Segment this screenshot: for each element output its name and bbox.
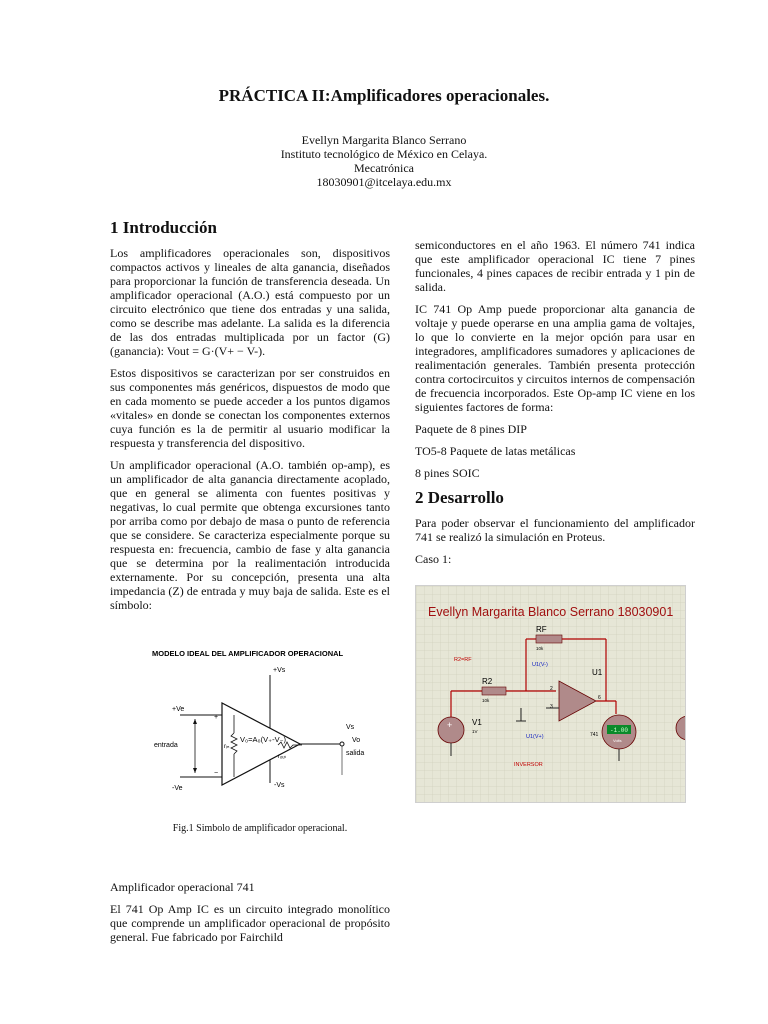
fig1-title: MODELO IDEAL DEL AMPLIFICADOR OPERACIONAL [152, 649, 344, 658]
author-block [0, 133, 768, 189]
probe-u1-vminus: U1(V-) [532, 662, 548, 668]
voltmeter-units: Volts [613, 738, 622, 743]
vs-plus-label: +Vs [273, 667, 286, 674]
ve-minus-label: -Ve [172, 785, 183, 792]
author-department: Mecatrónica [354, 161, 414, 175]
schematic-title: Evellyn Margarita Blanco Serrano 18030901 [428, 605, 674, 619]
rf-value: 10k [536, 646, 544, 651]
rout-label: rₒᵤₜ [278, 754, 287, 760]
section-subtitle-741: Amplificador operacional 741 [110, 880, 255, 894]
fig1-caption: Fig.1 Simbolo de amplificador operacional. [172, 823, 348, 834]
author-institution: Instituto tecnológico de México en Celaya. [280, 147, 488, 161]
v1-label: V1 [472, 718, 482, 727]
vs-minus-label: -Vs [274, 782, 285, 789]
pin-2: 2 [550, 686, 553, 692]
v1-plus: + [447, 720, 453, 730]
form-factor-to5: TO5-8 Paquete de latas metálicas [415, 444, 576, 458]
entrada-label: entrada [154, 742, 178, 749]
minus-sign: − [214, 770, 219, 777]
inversor-label: INVERSOR [514, 762, 543, 768]
author-name: Evellyn Margarita Blanco Serrano [301, 133, 467, 147]
rf-resistor [536, 635, 562, 643]
probe-u1-vplus: U1(V+) [526, 734, 544, 740]
form-factor-dip: Paquete de 8 pines DIP [415, 422, 527, 436]
v1-value: 1V [472, 729, 478, 734]
right-paragraph-2: IC 741 Op Amp puede proporcionar alta ganancia de voltaje y puede operarse en una amplia gama de voltajes, lo que lo convierte en la mejor opción para usar en integradores, amplificadores sumadores y aplicaciones de realimentación generales. También presenta protección contra cortocircuitos y circuitos internos de compensación de frecuencia incorporados. Este Op-amp IC viene en los siguientes factores de forma: [415, 302, 695, 414]
section-heading-desarrollo: 2 Desarrollo [415, 488, 504, 507]
voltmeter-reading: -1.00 [610, 727, 629, 734]
section-heading-introduccion: 1 Introducción [110, 218, 217, 237]
u1-label: U1 [592, 668, 603, 677]
salida-label: salida [346, 750, 365, 757]
ve-plus-label: +Ve [172, 706, 185, 713]
proteus-simulation-figure [415, 585, 686, 803]
op-amp-ideal-model-figure [150, 645, 380, 805]
pin-3: 3 [550, 704, 553, 710]
author-email: 18030901@itcelaya.edu.mx [316, 175, 452, 189]
page-title: PRÁCTICA II:Amplificadores operacionales. [218, 86, 550, 105]
r2-resistor [482, 687, 506, 695]
entrada-arrow-up [193, 719, 197, 724]
gain-formula: V₀=A₀(V₊-V₋) [240, 735, 287, 744]
intro-paragraph-1: Los amplificadores operacionales son, dispositivos compactos activos y lineales de alta ganancia, diseñados para proporcionar la función de transferencia deseada. Un amplificador operacional (A.O.) está compuesto por un circuito electrónico que tiene dos entradas y una salida, como se describe mas adelante. La salida es la diferencia de las dos entradas multiplicada por un factor (G) (ganancia): Vout = G·(V+ − V-). [110, 246, 390, 358]
desarrollo-paragraph: Para poder observar el funcionamiento del amplificador 741 se realizó la simulación en Proteus. [415, 516, 695, 544]
rin-resistor [231, 733, 237, 754]
pin-6: 6 [598, 695, 601, 701]
r2-label: R2 [482, 677, 493, 686]
vo-label: Vo [352, 737, 361, 744]
plus-sign: + [214, 714, 219, 721]
intro-paragraph-741: El 741 Op Amp IC es un circuito integrado monolítico que comprende un amplificador operacional de propósito general. Fue fabricado por Fairchild [110, 902, 390, 944]
right-paragraph-1: semiconductores en el año 1963. El número 741 indica que este amplificador operacional IC tiene 7 pines funcionales, 4 pines capaces de recibir entrada y 1 pin de salida. [415, 238, 695, 294]
intro-paragraph-3: Un amplificador operacional (A.O. también op-amp), es un amplificador de alta ganancia directamente acoplado, que en general se alimenta con fuentes positivas y negativas, lo cual permite que obtenga excursiones tanto por arriba como por debajo de masa o punto de referencia que se considere. Se caracteriza especialmente porque su respuesta en: frecuencia, cambio de fase y alta ganancia que se determina por la realimentación introducida externamente. Por su concepción, presenta una alta impedancia (Z) de entrada y muy baja de salida. Este es el símbolo: [110, 458, 390, 612]
form-factor-soic: 8 pines SOIC [415, 466, 480, 480]
ic-741-label: 741 [590, 732, 599, 738]
right-column [415, 238, 695, 574]
intro-paragraph-2: Estos dispositivos se caracterizan por ser construidos en sus componentes más genéricos, dispuestos de modo que en cada momento se puede acceder a los puntos digamos «vitales» en donde se conectan los componentes externos cuya función es la de permitir al usuario modificar la respuesta y transferencia del dispositivo. [110, 366, 390, 450]
rin-label: rᵢₙ [224, 744, 230, 750]
entrada-arrow-down [193, 768, 197, 773]
r2-value: 10k [482, 698, 490, 703]
rf-label: RF [536, 625, 547, 634]
left-column-bottom [110, 880, 390, 952]
vs-label: Vs [346, 724, 355, 731]
output-terminal [340, 742, 344, 746]
left-column [110, 218, 390, 620]
r2rf-note: R2=RF [454, 657, 472, 663]
caso-label: Caso 1: [415, 552, 452, 566]
